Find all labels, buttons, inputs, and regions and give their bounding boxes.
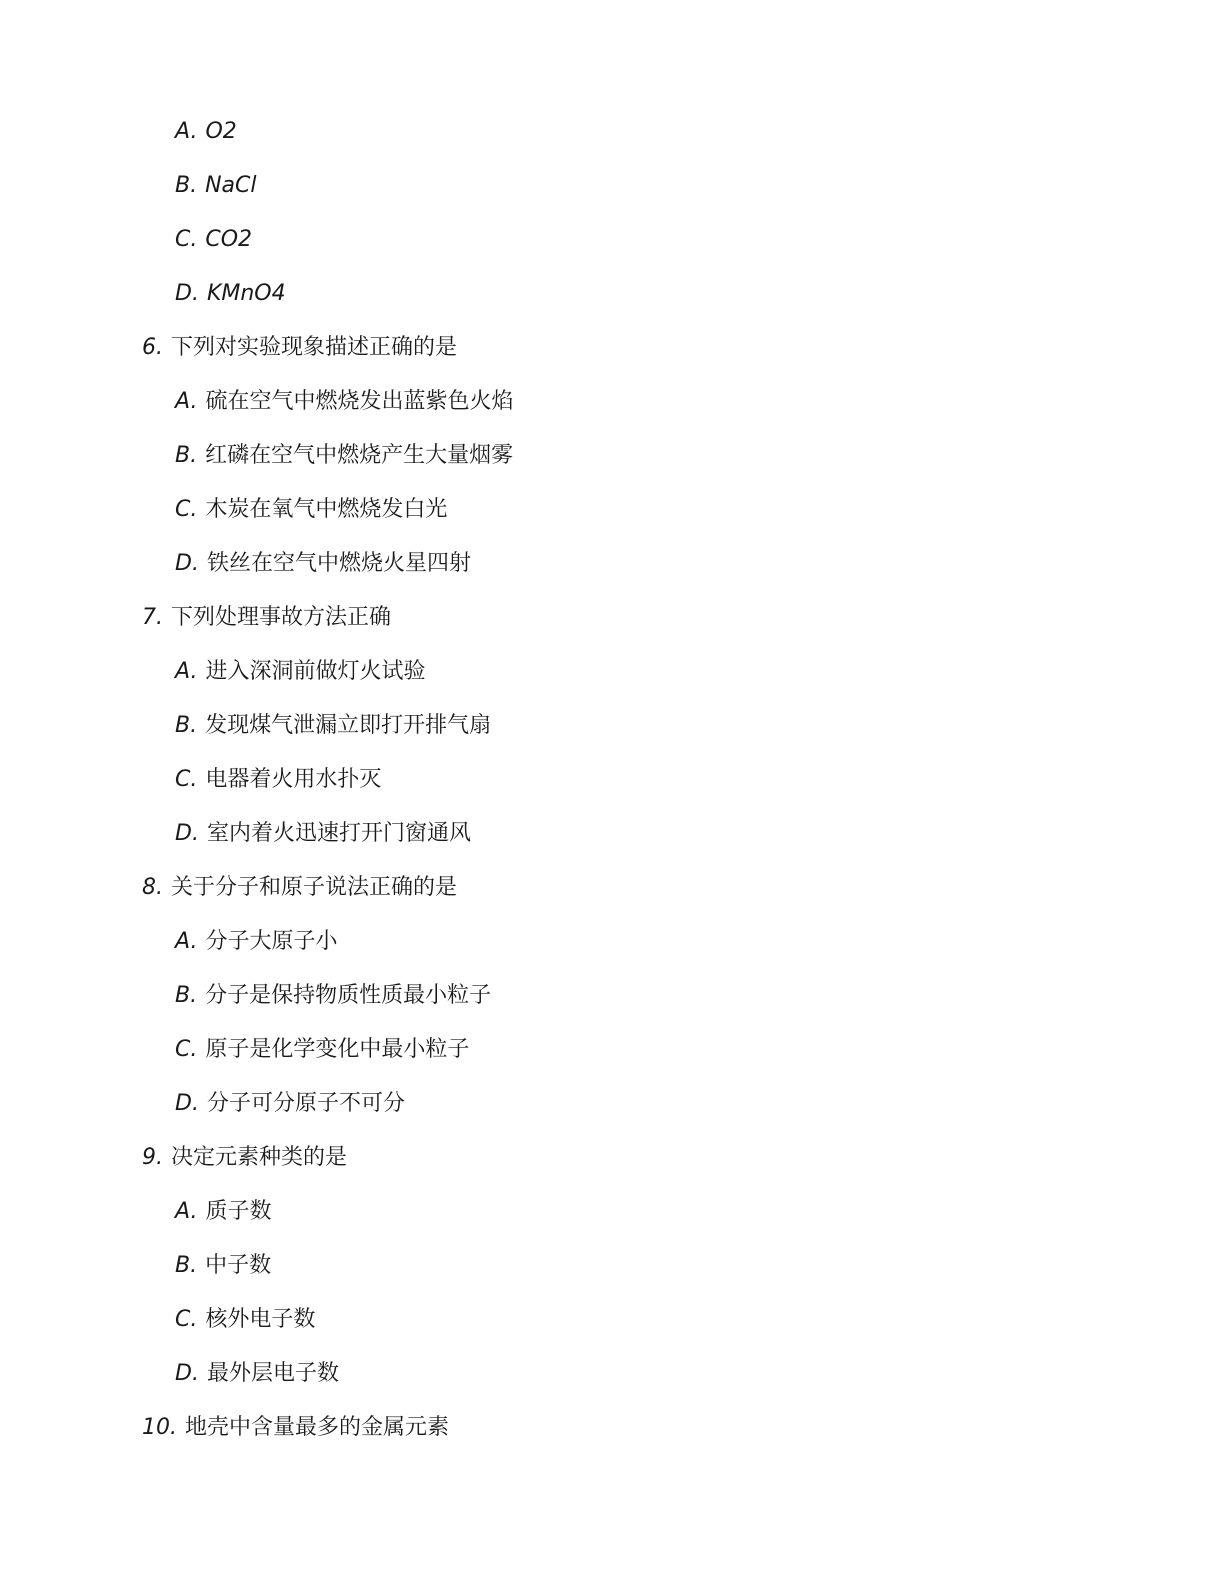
option-text: 分子大原子小 <box>205 929 338 954</box>
option-label: A. <box>175 389 198 414</box>
option-line <box>175 1035 469 1065</box>
question-number: 9. <box>142 1145 163 1170</box>
option-label: C. <box>175 227 198 252</box>
option-label: B. <box>175 173 198 198</box>
option-line <box>175 441 513 471</box>
option-label: C. <box>175 1037 198 1062</box>
question-number: 6. <box>142 335 163 360</box>
question-number: 10. <box>142 1415 177 1440</box>
option-line <box>175 279 286 309</box>
question-line <box>142 1143 347 1173</box>
question-text: 下列对实验现象描述正确的是 <box>171 335 458 360</box>
option-line <box>175 981 491 1011</box>
option-text: 核外电子数 <box>205 1307 316 1332</box>
option-line <box>175 1251 271 1281</box>
option-label: D. <box>175 1361 199 1386</box>
option-label: A. <box>175 659 198 684</box>
option-text: O2 <box>205 119 237 144</box>
option-text: 最外层电子数 <box>206 1361 339 1386</box>
option-text: NaCl <box>205 173 257 198</box>
question-text: 决定元素种类的是 <box>171 1145 348 1170</box>
question-number: 8. <box>142 875 163 900</box>
option-text: 发现煤气泄漏立即打开排气扇 <box>205 713 492 738</box>
option-line <box>175 1305 315 1335</box>
option-text: 分子是保持物质性质最小粒子 <box>205 983 492 1008</box>
option-line <box>175 549 471 579</box>
option-line <box>175 117 237 147</box>
question-line <box>142 873 457 903</box>
option-text: 分子可分原子不可分 <box>206 1091 405 1116</box>
option-text: 原子是化学变化中最小粒子 <box>205 1037 470 1062</box>
question-number: 7. <box>142 605 163 630</box>
option-label: C. <box>175 1307 198 1332</box>
option-text: CO2 <box>205 227 253 252</box>
option-label: D. <box>175 281 199 306</box>
option-label: A. <box>175 929 198 954</box>
option-label: B. <box>175 443 198 468</box>
option-text: 木炭在氧气中燃烧发白光 <box>205 497 448 522</box>
option-label: C. <box>175 497 198 522</box>
option-label: B. <box>175 1253 198 1278</box>
question-line <box>142 333 457 363</box>
question-line <box>142 1413 449 1443</box>
option-text: 红磷在空气中燃烧产生大量烟雾 <box>205 443 514 468</box>
question-line <box>142 603 391 633</box>
option-label: D. <box>175 821 199 846</box>
option-line <box>175 819 471 849</box>
option-text: 质子数 <box>205 1199 272 1224</box>
option-line <box>175 927 337 957</box>
question-text: 下列处理事故方法正确 <box>171 605 392 630</box>
option-line <box>175 711 491 741</box>
option-label: D. <box>175 1091 199 1116</box>
option-line <box>175 1359 339 1389</box>
option-text: 中子数 <box>205 1253 272 1278</box>
question-text: 关于分子和原子说法正确的是 <box>171 875 458 900</box>
option-line <box>175 387 513 417</box>
option-text: 进入深洞前做灯火试验 <box>205 659 426 684</box>
option-line <box>175 1089 405 1119</box>
option-line <box>175 225 252 255</box>
option-line <box>175 495 447 525</box>
option-text: KMnO4 <box>206 281 286 306</box>
option-line <box>175 1197 271 1227</box>
option-text: 铁丝在空气中燃烧火星四射 <box>206 551 471 576</box>
option-text: 硫在空气中燃烧发出蓝紫色火焰 <box>205 389 514 414</box>
option-label: C. <box>175 767 198 792</box>
option-line <box>175 765 381 795</box>
option-label: B. <box>175 983 198 1008</box>
option-label: A. <box>175 1199 198 1224</box>
option-label: D. <box>175 551 199 576</box>
option-line <box>175 171 257 201</box>
option-label: B. <box>175 713 198 738</box>
question-text: 地壳中含量最多的金属元素 <box>185 1415 450 1440</box>
option-label: A. <box>175 119 198 144</box>
option-text: 电器着火用水扑灭 <box>205 767 382 792</box>
option-line <box>175 657 425 687</box>
option-text: 室内着火迅速打开门窗通风 <box>206 821 471 846</box>
